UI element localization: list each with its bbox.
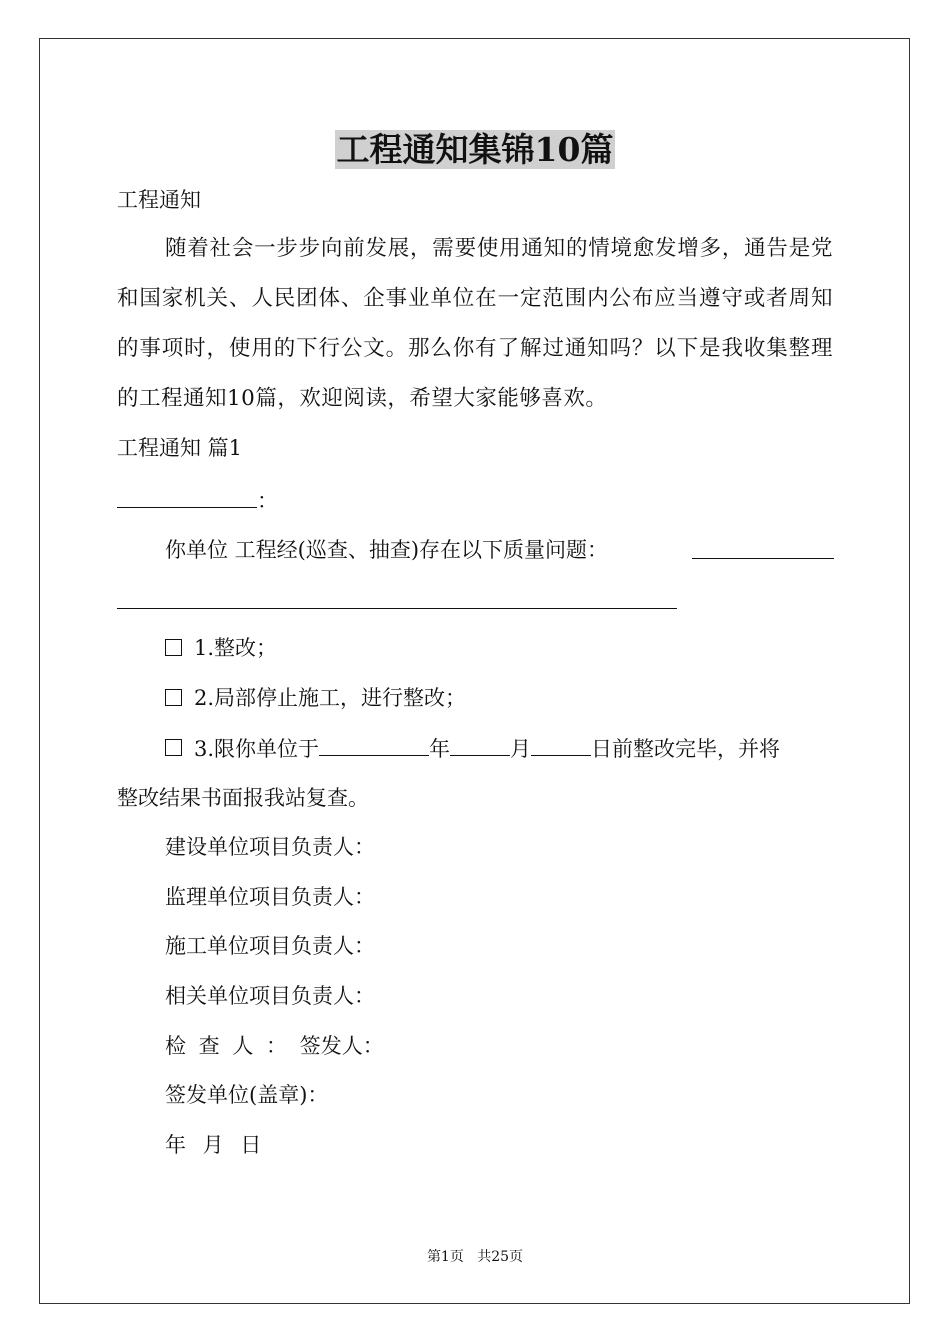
chapter-title: 工程通知 篇1 <box>117 436 243 460</box>
issue-text: 你单位 工程经(巡查、抽查)存在以下质量问题： <box>165 538 609 562</box>
signature-related: 相关单位项目负责人： <box>165 984 375 1008</box>
signature-contractor: 施工单位项目负责人： <box>165 934 375 958</box>
recipient-blank <box>117 485 257 508</box>
month-label: 月 <box>510 737 532 761</box>
option-2 <box>165 683 466 713</box>
checkbox-icon <box>165 689 182 706</box>
signature-supervision: 监理单位项目负责人： <box>165 885 375 909</box>
option-2-label: 2.局部停止施工，进行整改； <box>194 686 467 710</box>
intro-paragraph: 随着社会一步步向前发展，需要使用通知的情境愈发增多，通告是党和国家机关、人民团体、企事业单位在一定范围内公布应当遵守或者周知的事项时，使用的下行公文。那么你有了解过通知吗？以下是我收集整理的工程通知10篇，欢迎阅读，希望大家能够喜欢。 <box>117 236 833 411</box>
signature-construction: 建设单位项目负责人： <box>165 835 375 859</box>
checkbox-icon <box>165 739 182 756</box>
option-3 <box>165 733 833 764</box>
date-line: 年 月 日 <box>165 1133 262 1157</box>
checkbox-icon <box>165 639 182 656</box>
document-title: 工程通知集锦10篇 <box>336 130 614 169</box>
recipient-colon: ： <box>257 489 278 513</box>
option-1 <box>165 633 277 663</box>
issue-blank-2 <box>117 586 677 609</box>
recipient-line <box>117 485 278 516</box>
day-blank <box>531 733 591 756</box>
month-blank <box>450 733 510 756</box>
issue-line <box>165 535 608 565</box>
issue-blank-1 <box>692 536 834 559</box>
page-footer <box>0 1246 950 1266</box>
signature-inspector: 检 查 人 ： 签发人： <box>165 1034 384 1058</box>
option-1-label: 1.整改； <box>194 636 278 660</box>
section-label: 工程通知 <box>117 188 201 212</box>
page-total: 共25页 <box>477 1249 524 1265</box>
year-label: 年 <box>429 737 451 761</box>
signature-issuer: 签发单位(盖章)： <box>165 1083 329 1107</box>
year-blank <box>319 733 429 756</box>
page-number: 第1页 <box>426 1249 464 1265</box>
option-3-suffix: 日前整改完毕，并将 <box>591 737 781 761</box>
option-3-prefix: 3.限你单位于 <box>194 737 320 761</box>
option-3-continuation: 整改结果书面报我站复查。 <box>117 786 369 810</box>
